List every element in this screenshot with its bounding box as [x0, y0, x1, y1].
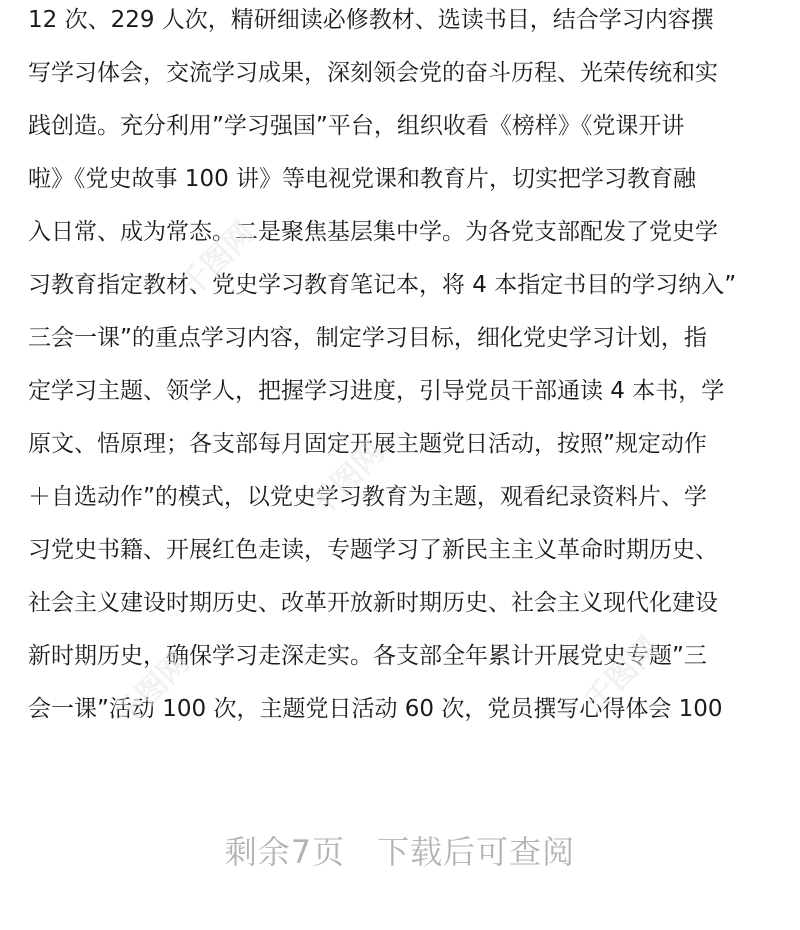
text-line: ＋自选动作”的模式，以党史学习教育为主题，观看纪录资料片、学 [28, 484, 707, 510]
watermark: 千图网 [108, 645, 197, 734]
download-hint-label: 下载后可查阅 [377, 833, 576, 871]
text-line: 定学习主题、领学人，把握学习进度，引导党员干部通读 4 本书，学 [28, 378, 725, 404]
text-line: 习党史书籍、开展红色走读，专题学习了新民主主义革命时期历史、 [28, 537, 718, 563]
text-line: 原文、悟原理；各支部每月固定开展主题党日活动，按照”规定动作 [28, 431, 707, 457]
watermark: 千图网 [303, 435, 392, 524]
text-line: 践创造。充分利用”学习强国”平台，组织收看《榜样》《党课开讲 [28, 113, 685, 139]
remaining-pages-label: 剩余7页 [224, 833, 346, 871]
text-line: 入日常、成为常态。二是聚焦基层集中学。为各党支部配发了党史学 [28, 219, 718, 245]
text-line: 啦》《党史故事 100 讲》等电视党课和教育片，切实把学习教育融 [28, 166, 697, 192]
watermark: 千图网 [578, 630, 667, 719]
text-line: 习教育指定教材、党史学习教育笔记本，将 4 本指定书目的学习纳入” [28, 272, 737, 298]
watermark: 千图网 [173, 215, 262, 304]
text-line: 三会一课”的重点学习内容，制定学习目标，细化党史学习计划，指 [28, 325, 707, 351]
text-line: 会一课”活动 100 次，主题党日活动 60 次，党员撰写心得体会 100 [28, 696, 723, 722]
text-line: 12 次、229 人次，精研细读必修教材、选读书目，结合学习内容撰 [28, 7, 714, 33]
remaining-pages-notice[interactable] [0, 828, 800, 876]
text-line: 写学习体会，交流学习成果，深刻领会党的奋斗历程、光荣传统和实 [28, 60, 718, 86]
text-line: 社会主义建设时期历史、改革开放新时期历史、社会主义现代化建设 [28, 590, 718, 616]
text-line: 新时期历史，确保学习走深走实。各支部全年累计开展党史专题”三 [28, 643, 707, 669]
